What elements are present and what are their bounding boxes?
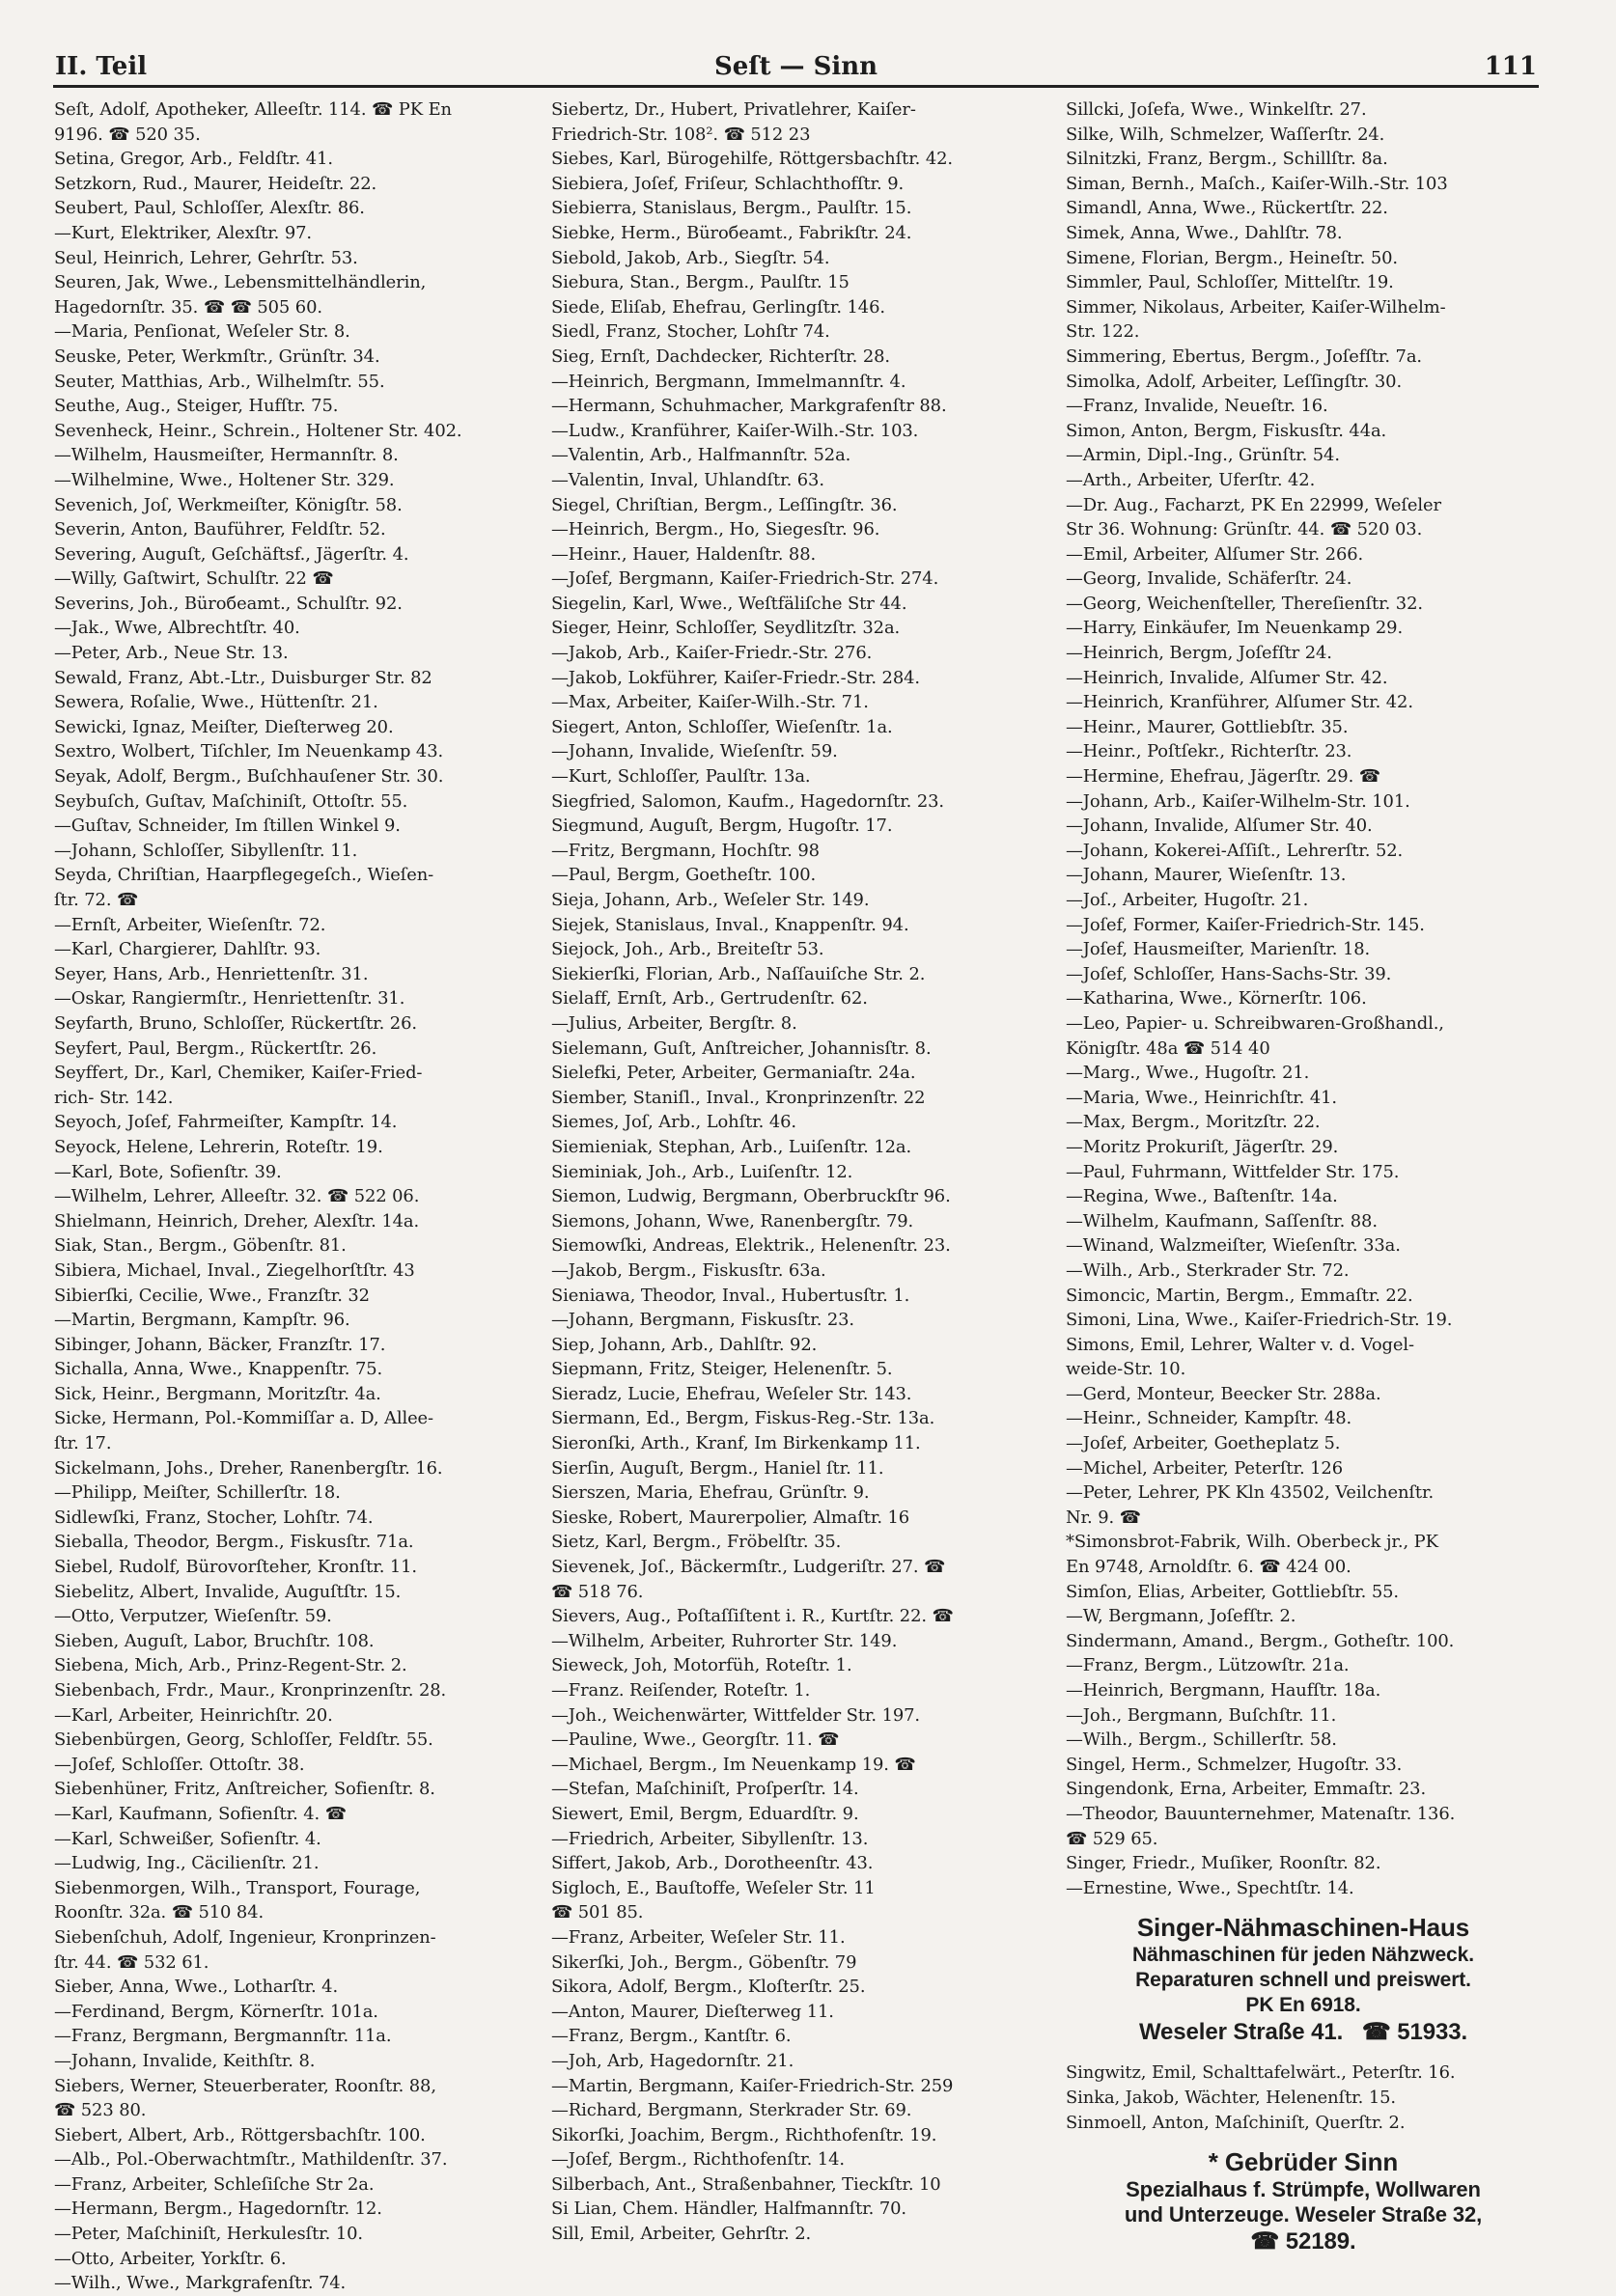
directory-entry: Singer, Friedr., Muſiker, Roonſtr. 82. xyxy=(1066,1853,1381,1874)
directory-entry: —Michel, Arbeiter, Peterſtr. 126 xyxy=(1066,1457,1343,1479)
ad-sinn-line: und Unterzeuge. Weseler Straße 32, xyxy=(1124,2202,1483,2227)
directory-entry: Sikorſki, Joachim, Bergm., Richthofenſtr. 19. xyxy=(551,2124,937,2145)
directory-entry: —Johann, Invalide, Keithſtr. 8. xyxy=(54,2050,316,2071)
directory-entry: Siember, Staniſl., Inval., Kronprinzenſtr. 22 xyxy=(551,1087,926,1108)
directory-entry: —Joſef, Former, Kaiſer-Friedrich-Str. 145. xyxy=(1066,914,1425,935)
directory-entry: Siebertz, Dr., Hubert, Privatlehrer, Kaiſer- xyxy=(551,99,916,120)
directory-entry: Simolka, Adolf, Arbeiter, Leſſingſtr. 30. xyxy=(1066,371,1403,392)
column-3-entries xyxy=(1066,97,1541,1900)
directory-entry: Simon, Anton, Bergm, Fiskusſtr. 44a. xyxy=(1066,420,1387,441)
directory-entry: ☎ 518 76. xyxy=(551,1581,644,1602)
directory-entry: Sewald, Franz, Abt.-Ltr., Duisburger Str. 82 xyxy=(54,667,432,688)
directory-entry: Sievers, Aug., Poſtaſſiſtent i. R., Kurtſtr. 22. ☎ xyxy=(551,1606,954,1627)
directory-entry: —Franz, Bergmann, Bergmannſtr. 11a. xyxy=(54,2026,392,2047)
directory-entry: Siebiera, Joſef, Friſeur, Schlachthofſtr. 9. xyxy=(551,173,905,194)
directory-entry: Siebke, Herm., Büroбeamt., Fabrikſtr. 24. xyxy=(551,222,912,243)
directory-entry: —Friedrich, Arbeiter, Sibyllenſtr. 13. xyxy=(551,1828,869,1849)
directory-entry: Sieg, Ernſt, Dachdecker, Richterſtr. 28. xyxy=(551,346,890,367)
directory-entry: Siejock, Joh., Arb., Breiteſtr 53. xyxy=(551,939,824,960)
directory-entry: Siak, Stan., Bergm., Göbenſtr. 81. xyxy=(54,1235,347,1257)
ad-sinn-phone: 52189. xyxy=(1285,2228,1356,2255)
directory-entry: —Karl, Chargierer, Dahlſtr. 93. xyxy=(54,939,321,960)
directory-entry: —Philipp, Meiſter, Schillerſtr. 18. xyxy=(54,1482,341,1504)
directory-entry: Sinka, Jakob, Wächter, Helenenſtr. 15. xyxy=(1066,2087,1396,2108)
directory-entry: Siebelitz, Albert, Invalide, Auguſtſtr. 15. xyxy=(54,1581,402,1602)
directory-entry: —Fritz, Bergmann, Hochſtr. 98 xyxy=(551,840,820,861)
directory-entry: Nr. 9. ☎ xyxy=(1066,1507,1141,1528)
ad-singer-contact xyxy=(1066,2018,1541,2047)
directory-entry: —Maria, Penſionat, Weſeler Str. 8. xyxy=(54,321,350,343)
directory-entry: Siebena, Mich, Arb., Prinz-Regent-Str. 2. xyxy=(54,1655,407,1676)
directory-entry: Sieradz, Lucie, Ehefrau, Weſeler Str. 143. xyxy=(551,1383,912,1404)
directory-entry: —Jakob, Lokführer, Kaiſer-Friedr.-Str. 284. xyxy=(551,667,920,688)
directory-entry: Sextro, Wolbert, Tiſchler, Im Neuenkamp 43. xyxy=(54,741,444,762)
directory-entry: ☎ 501 85. xyxy=(551,1902,644,1923)
directory-entry: weide-Str. 10. xyxy=(1066,1359,1186,1380)
directory-entry: —Ernſt, Arbeiter, Wieſenſtr. 72. xyxy=(54,914,326,935)
directory-entry: Seuren, Jak, Wwe., Lebensmittelhändlerin, xyxy=(54,272,427,293)
directory-entry: Sickelmann, Johs., Dreher, Ranenbergſtr. 16. xyxy=(54,1457,443,1479)
directory-entry: Simons, Emil, Lehrer, Walter v. d. Vogel- xyxy=(1066,1334,1414,1355)
directory-entry: Sielefki, Peter, Arbeiter, Germaniaſtr. 24a. xyxy=(551,1063,916,1084)
directory-entry: Sigloch, E., Bauſtoffe, Weſeler Str. 11 xyxy=(551,1877,876,1898)
directory-entry: —Dr. Aug., Facharzt, PK En 22999, Weſeler xyxy=(1066,494,1441,515)
page-header xyxy=(53,50,1539,88)
directory-entry: Siedl, Franz, Stocher, Lohſtr 74. xyxy=(551,321,830,343)
directory-entry: —Leo, Papier- u. Schreibwaren-Großhandl., xyxy=(1066,1012,1444,1034)
directory-entry: Sibiera, Michael, Inval., Ziegelhorſtſtr. 43 xyxy=(54,1259,415,1281)
directory-entry: —Ernestine, Wwe., Spechtſtr. 14. xyxy=(1066,1877,1354,1898)
directory-entry: Severin, Anton, Bauführer, Feldſtr. 52. xyxy=(54,519,386,540)
directory-entry: —Harry, Einkäufer, Im Neuenkamp 29. xyxy=(1066,618,1404,639)
directory-entry: Siegelin, Karl, Wwe., Weſtfäliſche Str 44. xyxy=(551,593,907,614)
directory-entry: Sietz, Karl, Bergm., Fröbelſtr. 35. xyxy=(551,1532,842,1553)
directory-entry: —Joh., Bergmann, Buſchſtr. 11. xyxy=(1066,1704,1337,1726)
directory-entry: —Marg., Wwe., Hugoſtr. 21. xyxy=(1066,1063,1310,1084)
directory-entry: —Katharina, Wwe., Körnerſtr. 106. xyxy=(1066,988,1367,1010)
directory-entry: —Heinrich, Invalide, Alſumer Str. 42. xyxy=(1066,667,1388,688)
directory-entry: —Arth., Arbeiter, Uferſtr. 42. xyxy=(1066,469,1316,490)
directory-entry: —Franz. Reiſender, Roteſtr. 1. xyxy=(551,1680,811,1701)
directory-entry: Sicke, Hermann, Pol.-Kommiſſar a. D, Allee- xyxy=(54,1408,433,1429)
directory-entry: Sierszen, Maria, Ehefrau, Grünſtr. 9. xyxy=(551,1482,870,1504)
directory-entry: Siman, Bernh., Maſch., Kaiſer-Wilh.-Str. 103 xyxy=(1066,173,1448,194)
directory-entry: Singel, Herm., Schmelzer, Hugoſtr. 33. xyxy=(1066,1754,1403,1775)
directory-entry: —Heinr., Hauer, Haldenſtr. 88. xyxy=(551,543,817,565)
directory-entry: Sierſin, Auguſt, Bergm., Haniel ſtr. 11. xyxy=(551,1457,884,1479)
directory-entry: —Georg, Weichenſteller, Thereſienſtr. 32. xyxy=(1066,593,1423,614)
directory-entry: —Jak., Wwe, Albrechtſtr. 40. xyxy=(54,618,300,639)
directory-entry: Siebert, Albert, Arb., Röttgersbachſtr. 100. xyxy=(54,2124,426,2145)
directory-entry: —Kurt, Elektriker, Alexſtr. 97. xyxy=(54,222,313,243)
directory-entry: —Joh., Weichenwärter, Wittfelder Str. 197. xyxy=(551,1704,921,1726)
directory-entry: —Joſef, Schloſſer. Ottoſtr. 38. xyxy=(54,1754,305,1775)
directory-entry: —Joſef, Hausmeiſter, Marienſtr. 18. xyxy=(1066,939,1371,960)
directory-entry: Severins, Joh., Büroбeamt., Schulſtr. 92. xyxy=(54,593,403,614)
directory-entry: —Joſef, Bergmann, Kaiſer-Friedrich-Str. 274. xyxy=(551,568,939,590)
directory-entry: Setzkorn, Rud., Maurer, Heideſtr. 22. xyxy=(54,173,377,194)
directory-entry: —Winand, Walzmeiſter, Wieſenſtr. 33a. xyxy=(1066,1235,1401,1257)
directory-entry: Seuter, Matthias, Arb., Wilhelmſtr. 55. xyxy=(54,371,385,392)
directory-entry: —Joſef, Schloſſer, Hans-Sachs-Str. 39. xyxy=(1066,963,1392,984)
directory-entry: Sick, Heinr., Bergmann, Moritzſtr. 4a. xyxy=(54,1383,381,1404)
directory-entry: —Heinr., Maurer, Gottliebſtr. 35. xyxy=(1066,716,1349,737)
directory-entry: —Franz, Arbeiter, Weſeler Str. 11. xyxy=(551,1926,846,1948)
directory-entry: Sevenheck, Heinr., Schrein., Holtener Str. 402. xyxy=(54,420,462,441)
directory-entry: Sieballa, Theodor, Bergm., Fiskusſtr. 71a. xyxy=(54,1532,414,1553)
directory-entry: —Wilh., Bergm., Schillerſtr. 58. xyxy=(1066,1729,1337,1751)
directory-entry: Seyffert, Dr., Karl, Chemiker, Kaiſer-Fried- xyxy=(54,1063,423,1084)
telephone-icon: ☎ xyxy=(1361,2019,1391,2046)
directory-entry: Seuske, Peter, Werkmſtr., Grünſtr. 34. xyxy=(54,346,380,367)
directory-entry: —Johann, Invalide, Alſumer Str. 40. xyxy=(1066,816,1373,837)
directory-entry: —Kurt, Schloſſer, Paulſtr. 13a. xyxy=(551,766,811,788)
directory-entry: rich- Str. 142. xyxy=(54,1087,174,1108)
directory-entry: Hagedornſtr. 35. ☎ ☎ 505 60. xyxy=(54,296,322,318)
directory-entry: —Franz, Arbeiter, Schleſiſche Str 2a. xyxy=(54,2173,375,2195)
directory-entry: Siebenſchuh, Adolf, Ingenieur, Kronprinzen- xyxy=(54,1926,436,1948)
singer-advertisement xyxy=(1066,1912,1541,2047)
directory-entry: Sieger, Heinr, Schloſſer, Seydlitzſtr. 32a. xyxy=(551,618,901,639)
directory-entry: —Armin, Dipl.-Ing., Grünſtr. 54. xyxy=(1066,445,1340,466)
directory-entry: —Gerd, Monteur, Beecker Str. 288a. xyxy=(1066,1383,1381,1404)
directory-entry: —Joſ., Arbeiter, Hugoſtr. 21. xyxy=(1066,890,1309,910)
directory-entry: —Max, Bergm., Moritzſtr. 22. xyxy=(1066,1112,1321,1133)
directory-entry: Sieniawa, Theodor, Inval., Hubertusſtr. 1. xyxy=(551,1285,910,1306)
directory-entry: Siemieniak, Stephan, Arb., Luiſenſtr. 12a. xyxy=(551,1136,912,1157)
directory-entry: —Franz, Invalide, Neueſtr. 16. xyxy=(1066,396,1328,417)
directory-entry: —Valentin, Inval, Uhlandſtr. 63. xyxy=(551,469,824,490)
directory-entry: —Pauline, Wwe., Georgſtr. 11. ☎ xyxy=(551,1729,840,1751)
directory-entry: Siebierra, Stanislaus, Bergm., Paulſtr. 15. xyxy=(551,198,912,219)
directory-entry: Silke, Wilh, Schmelzer, Waſſerſtr. 24. xyxy=(1066,124,1385,145)
directory-entry: —Georg, Invalide, Schäferſtr. 24. xyxy=(1066,568,1352,590)
directory-entry: —Wilhelm, Kaufmann, Saſſenſtr. 88. xyxy=(1066,1210,1378,1231)
directory-entry: Friedrich-Str. 108². ☎ 512 23 xyxy=(551,124,811,145)
directory-entry: Siemon, Ludwig, Bergmann, Oberbruckſtr 96. xyxy=(551,1186,951,1207)
directory-entry: Sieminiak, Joh., Arb., Luiſenſtr. 12. xyxy=(551,1161,853,1182)
directory-entry: Silberbach, Ant., Straßenbahner, Tieckſtr. 10 xyxy=(551,2173,941,2195)
directory-entry: Si Lian, Chem. Händler, Halfmannſtr. 70. xyxy=(551,2199,906,2220)
directory-entry: —Richard, Bergmann, Sterkrader Str. 69. xyxy=(551,2100,912,2121)
directory-entry: ſtr. 72. ☎ xyxy=(54,890,139,910)
directory-entry: —W, Bergmann, Joſefſtr. 2. xyxy=(1066,1606,1296,1627)
directory-entry: Simoni, Lina, Wwe., Kaiſer-Friedrich-Str. 19. xyxy=(1066,1310,1453,1331)
directory-entry: —Julius, Arbeiter, Bergſtr. 8. xyxy=(551,1012,797,1034)
directory-entry: Siebold, Jakob, Arb., Siegſtr. 54. xyxy=(551,247,830,268)
directory-entry: —Valentin, Arb., Halfmannſtr. 52a. xyxy=(551,445,851,466)
directory-entry: —Wilh., Wwe., Markgrafenſtr. 74. xyxy=(54,2273,347,2294)
directory-entry: —Johann, Arb., Kaiſer-Wilhelm-Str. 101. xyxy=(1066,790,1410,812)
directory-entry: Simandl, Anna, Wwe., Rückertſtr. 22. xyxy=(1066,198,1388,219)
directory-entry: —Paul, Fuhrmann, Wittfelder Str. 175. xyxy=(1066,1161,1400,1182)
directory-entry: Singwitz, Emil, Schalttafelwärt., Peterſtr. 16. xyxy=(1066,2062,1456,2084)
ad-singer-title: Singer-Nähmaschinen-Haus xyxy=(1136,1913,1470,1943)
directory-entry: Simmer, Nikolaus, Arbeiter, Kaiſer-Wilhelm- xyxy=(1066,296,1446,318)
directory-entry: Seybuſch, Guſtav, Maſchiniſt, Ottoſtr. 55. xyxy=(54,790,408,812)
directory-entry: —Alb., Pol.-Oberwachtmſtr., Mathildenſtr. 37. xyxy=(54,2149,448,2171)
directory-entry: —Anton, Maurer, Dieſterweg 11. xyxy=(551,2001,834,2022)
directory-entry: —Heinrich, Bergmann, Immelmannſtr. 4. xyxy=(551,371,906,392)
ad-sinn-title: * Gebrüder Sinn xyxy=(1208,2147,1399,2177)
directory-entry: Siebenbach, Frdr., Maur., Kronprinzenſtr. 28. xyxy=(54,1680,447,1701)
directory-entry: Siepmann, Fritz, Steiger, Helenenſtr. 5. xyxy=(551,1359,893,1380)
directory-entry: —Paul, Bergm, Goetheſtr. 100. xyxy=(551,865,817,886)
column-2 xyxy=(551,97,1047,2245)
directory-entry: Siemowſki, Andreas, Elektrik., Helenenſtr. 23. xyxy=(551,1235,951,1257)
directory-entry: —Ferdinand, Bergm, Körnerſtr. 101a. xyxy=(54,2001,378,2022)
directory-entry: Siegel, Chriſtian, Bergm., Leſſingſtr. 36. xyxy=(551,494,898,515)
directory-entry: Simmering, Ebertus, Bergm., Joſefſtr. 7a. xyxy=(1066,346,1422,367)
directory-entry: Siermann, Ed., Bergm, Fiskus-Reg.-Str. 13a. xyxy=(551,1408,935,1429)
directory-entry: —Heinrich, Kranführer, Alſumer Str. 42. xyxy=(1066,692,1413,713)
directory-entry: Seul, Heinrich, Lehrer, Gehrſtr. 53. xyxy=(54,247,358,268)
directory-entry: Siegert, Anton, Schloſſer, Wieſenſtr. 1a. xyxy=(551,716,893,737)
directory-entry: —Heinrich, Bergmann, Haufſtr. 18a. xyxy=(1066,1680,1381,1701)
directory-entry: Sibierſki, Cecilie, Wwe., Franzſtr. 32 xyxy=(54,1285,370,1306)
directory-entry: —Otto, Arbeiter, Yorkſtr. 6. xyxy=(54,2248,287,2269)
directory-entry: Siebenbürgen, Georg, Schloſſer, Feldſtr. 55. xyxy=(54,1729,433,1751)
directory-entry: Severing, Auguſt, Geſchäftsf., Jägerſtr. 4. xyxy=(54,543,409,565)
directory-entry: ſtr. 44. ☎ 532 61. xyxy=(54,1951,209,1973)
directory-entry: —Karl, Schweißer, Sofienſtr. 4. xyxy=(54,1828,321,1849)
directory-entry: Seubert, Paul, Schloſſer, Alexſtr. 86. xyxy=(54,198,365,219)
directory-entry: Siebes, Karl, Bürogehilfe, Röttgersbachſtr. 42. xyxy=(551,149,954,170)
directory-entry: —Otto, Verputzer, Wieſenſtr. 59. xyxy=(54,1606,332,1627)
directory-entry: *Simonsbrot-Fabrik, Wilh. Oberbeck jr., PK xyxy=(1066,1532,1438,1553)
directory-entry: Simene, Florian, Bergm., Heineſtr. 50. xyxy=(1066,247,1398,268)
directory-entry: —Theodor, Bauunternehmer, Matenaſtr. 136. xyxy=(1066,1803,1456,1824)
directory-entry: —Willy, Gaſtwirt, Schulſtr. 22 ☎ xyxy=(54,568,334,590)
ad-singer-address: Weseler Straße 41. xyxy=(1138,2019,1344,2046)
directory-entry: Seyak, Adolf, Bergm., Buſchhauſener Str. 30. xyxy=(54,766,444,788)
directory-entry: —Heinrich, Bergm., Ho, Siegesſtr. 96. xyxy=(551,519,880,540)
range-title: Seſt — Sinn xyxy=(713,52,878,81)
directory-entry: Siemons, Johann, Wwe, Ranenbergſtr. 79. xyxy=(551,1210,914,1231)
directory-entry: Sieweck, Joh, Motorfüh, Roteſtr. 1. xyxy=(551,1655,852,1676)
directory-entry: —Joh, Arb, Hagedornſtr. 21. xyxy=(551,2050,794,2071)
directory-entry: —Johann, Schloſſer, Sibyllenſtr. 11. xyxy=(54,840,358,861)
directory-entry: —Wilhelm, Hausmeiſter, Hermannſtr. 8. xyxy=(54,445,399,466)
column-3 xyxy=(1066,97,1541,2255)
directory-entry: Str. 122. xyxy=(1066,321,1140,343)
ad-singer-phone: 51933. xyxy=(1397,2019,1468,2046)
directory-entry: Sevenich, Joſ, Werkmeiſter, Königſtr. 58. xyxy=(54,494,403,515)
directory-entry: Siekierſki, Florian, Arb., Naſſauiſche Str. 2. xyxy=(551,963,926,984)
directory-entry: Sieber, Anna, Wwe., Lotharſtr. 4. xyxy=(54,1977,339,1998)
directory-entry: Seſt, Adolf, Apotheker, Alleeſtr. 114. ☎ PK En xyxy=(54,99,452,120)
directory-entry: ſtr. 17. xyxy=(54,1433,112,1454)
ad-singer-line: Reparaturen schnell und preiswert. xyxy=(1135,1969,1471,1992)
directory-entry: —Wilh., Arb., Sterkrader Str. 72. xyxy=(1066,1259,1350,1281)
directory-entry: Siebura, Stan., Bergm., Paulſtr. 15 xyxy=(551,272,850,293)
directory-entry: Siebers, Werner, Steuerberater, Roonſtr. 88, xyxy=(54,2075,436,2096)
directory-entry: —Wilhelm, Arbeiter, Ruhrorter Str. 149. xyxy=(551,1630,898,1651)
directory-entry: Siebenmorgen, Wilh., Transport, Fourage, xyxy=(54,1877,421,1898)
directory-entry: —Jakob, Bergm., Fiskusſtr. 63a. xyxy=(551,1259,826,1281)
directory-entry: —Heinr., Poſtſekr., Richterſtr. 23. xyxy=(1066,741,1352,762)
directory-entry: —Franz, Bergm., Lützowſtr. 21a. xyxy=(1066,1655,1350,1676)
directory-entry: —Wilhelmine, Wwe., Holtener Str. 329. xyxy=(54,469,395,490)
directory-entry: —Oskar, Rangiermſtr., Henriettenſtr. 31. xyxy=(54,988,405,1010)
directory-entry: Simek, Anna, Wwe., Dahlſtr. 78. xyxy=(1066,222,1343,243)
directory-entry: —Karl, Arbeiter, Heinrichſtr. 20. xyxy=(54,1704,333,1726)
directory-entry: ☎ 529 65. xyxy=(1066,1828,1158,1849)
directory-entry: —Max, Arbeiter, Kaiſer-Wilh.-Str. 71. xyxy=(551,692,869,713)
section-label: II. Teil xyxy=(55,52,148,81)
directory-entry: Siegmund, Auguſt, Bergm, Hugoſtr. 17. xyxy=(551,816,893,837)
directory-entry: Siffert, Jakob, Arb., Dorotheenſtr. 43. xyxy=(551,1853,874,1874)
directory-entry: Simmler, Paul, Schloſſer, Mittelſtr. 19. xyxy=(1066,272,1394,293)
telephone-icon: ☎ xyxy=(1250,2228,1280,2255)
directory-entry: —Joſef, Bergm., Richthofenſtr. 14. xyxy=(551,2149,845,2171)
directory-entry: —Ludwig, Ing., Cäcilienſtr. 21. xyxy=(54,1853,320,1874)
directory-entry: Sinmoell, Anton, Maſchiniſt, Querſtr. 2. xyxy=(1066,2112,1406,2133)
ad-sinn-line: Spezialhaus f. Strümpfe, Wollwaren xyxy=(1126,2177,1481,2202)
ad-singer-line: PK En 6918. xyxy=(1245,1994,1361,2017)
directory-entry: Sikora, Adolf, Bergm., Kloſterſtr. 25. xyxy=(551,1977,866,1998)
directory-entry: Sewera, Roſalie, Wwe., Hüttenſtr. 21. xyxy=(54,692,378,713)
directory-entry: ☎ 523 80. xyxy=(54,2100,147,2121)
directory-entry: Sichalla, Anna, Wwe., Knappenſtr. 75. xyxy=(54,1359,383,1380)
directory-entry: Shielmann, Heinrich, Dreher, Alexſtr. 14a. xyxy=(54,1210,420,1231)
directory-entry: Königſtr. 48a ☎ 514 40 xyxy=(1066,1037,1270,1059)
directory-entry: Sieronſki, Arth., Kranf, Im Birkenkamp 11. xyxy=(551,1433,921,1454)
directory-entry: Siemes, Joſ, Arb., Lohſtr. 46. xyxy=(551,1112,796,1133)
directory-entry: Sielaff, Ernſt, Arb., Gertrudenſtr. 62. xyxy=(551,988,868,1010)
directory-entry: —Johann, Kokerei-Aſſiſt., Lehrerſtr. 52. xyxy=(1066,840,1404,861)
page-number: 111 xyxy=(1484,52,1537,81)
column-3-entries-tail xyxy=(1066,2061,1541,2135)
directory-entry: Seyer, Hans, Arb., Henriettenſtr. 31. xyxy=(54,963,369,984)
directory-entry: —Moritz Prokuriſt, Jägerſtr. 29. xyxy=(1066,1136,1339,1157)
directory-entry: Siep, Johann, Arb., Dahlſtr. 92. xyxy=(551,1334,818,1355)
directory-entry: —Guſtav, Schneider, Im ſtillen Winkel 9. xyxy=(54,816,401,837)
directory-entry: —Johann, Maurer, Wieſenſtr. 13. xyxy=(1066,865,1347,886)
ad-sinn-contact xyxy=(1066,2227,1541,2256)
directory-entry: —Jakob, Arb., Kaiſer-Friedr.-Str. 276. xyxy=(551,643,873,664)
directory-entry: Singendonk, Erna, Arbeiter, Emmaſtr. 23. xyxy=(1066,1779,1427,1800)
directory-entry: —Joſef, Arbeiter, Goetheplatz 5. xyxy=(1066,1433,1341,1454)
directory-entry: Siegfried, Salomon, Kaufm., Hagedornſtr. 23. xyxy=(551,790,945,812)
directory-entry: Seyfarth, Bruno, Schloſſer, Rückertſtr. 26. xyxy=(54,1012,417,1034)
directory-entry: Sieja, Johann, Arb., Weſeler Str. 149. xyxy=(551,890,870,910)
directory-entry: —Stefan, Maſchiniſt, Proſperſtr. 14. xyxy=(551,1779,859,1800)
directory-entry: —Hermann, Schuhmacher, Markgrafenſtr 88. xyxy=(551,396,947,417)
directory-entry: Sikerſki, Joh., Bergm., Göbenſtr. 79 xyxy=(551,1951,857,1973)
directory-entry: Siejek, Stanislaus, Inval., Knappenſtr. 94. xyxy=(551,914,909,935)
directory-entry: —Regina, Wwe., Baſtenſtr. 14a. xyxy=(1066,1186,1338,1207)
directory-entry: Sievenek, Joſ., Bäckermſtr., Ludgeriſtr. 27. ☎ xyxy=(551,1557,946,1578)
directory-entry: —Wilhelm, Lehrer, Alleeſtr. 32. ☎ 522 06. xyxy=(54,1186,420,1207)
directory-entry: —Franz, Bergm., Kantſtr. 6. xyxy=(551,2026,792,2047)
directory-entry: —Karl, Bote, Sofienſtr. 39. xyxy=(54,1161,282,1182)
directory-entry: Siebel, Rudolf, Bürovorſteher, Kronſtr. 11. xyxy=(54,1557,418,1578)
directory-entry: —Martin, Bergmann, Kaiſer-Friedrich-Str. 259 xyxy=(551,2075,954,2096)
directory-entry: Seyoch, Joſef, Fahrmeiſter, Kampſtr. 14. xyxy=(54,1112,398,1133)
directory-entry: —Peter, Lehrer, PK Kln 43502, Veilchenſtr. xyxy=(1066,1482,1435,1504)
directory-entry: —Ludw., Kranführer, Kaiſer-Wilh.-Str. 103. xyxy=(551,420,919,441)
directory-entry: Sill, Emil, Arbeiter, Gehrſtr. 2. xyxy=(551,2224,812,2245)
directory-entry: Sibinger, Johann, Bäcker, Franzſtr. 17. xyxy=(54,1334,386,1355)
directory-entry: —Martin, Bergmann, Kampſtr. 96. xyxy=(54,1310,350,1331)
directory-entry: Sillcki, Joſefa, Wwe., Winkelſtr. 27. xyxy=(1066,99,1367,120)
directory-entry: Str 36. Wohnung: Grünſtr. 44. ☎ 520 03. xyxy=(1066,519,1423,540)
directory-entry: Siede, Eliſab, Ehefrau, Gerlingſtr. 146. xyxy=(551,296,885,318)
directory-entry: Seuthe, Aug., Steiger, Hufſtr. 75. xyxy=(54,396,339,417)
directory-entry: Sewicki, Ignaz, Meiſter, Dieſterweg 20. xyxy=(54,716,394,737)
directory-entry: —Hermann, Bergm., Hagedornſtr. 12. xyxy=(54,2199,382,2220)
directory-entry: —Peter, Maſchiniſt, Herkulesſtr. 10. xyxy=(54,2224,363,2245)
directory-entry: Simſon, Elias, Arbeiter, Gottliebſtr. 55. xyxy=(1066,1581,1399,1602)
sinn-advertisement xyxy=(1066,2146,1541,2256)
directory-entry: —Karl, Kaufmann, Sofienſtr. 4. ☎ xyxy=(54,1803,347,1824)
directory-entry: Sindermann, Amand., Bergm., Gotheſtr. 100. xyxy=(1066,1630,1455,1651)
directory-entry: Silnitzki, Franz, Bergm., Schillſtr. 8a. xyxy=(1066,149,1388,170)
directory-entry: Setina, Gregor, Arb., Feldſtr. 41. xyxy=(54,149,333,170)
directory-entry: Roonſtr. 32a. ☎ 510 84. xyxy=(54,1902,265,1923)
directory-entry: —Emil, Arbeiter, Alſumer Str. 266. xyxy=(1066,543,1364,565)
directory-entry: En 9748, Arnoldſtr. 6. ☎ 424 00. xyxy=(1066,1557,1351,1578)
directory-entry: Simoncic, Martin, Bergm., Emmaſtr. 22. xyxy=(1066,1285,1413,1306)
directory-entry: Seyda, Chriſtian, Haarpflegegeſch., Wieſen- xyxy=(54,865,434,886)
directory-entry: Sielemann, Guſt, Anſtreicher, Johannisſtr. 8. xyxy=(551,1037,932,1059)
directory-entry: —Michael, Bergm., Im Neuenkamp 19. ☎ xyxy=(551,1754,916,1775)
directory-entry: 9196. ☎ 520 35. xyxy=(54,124,201,145)
directory-entry: Seyock, Helene, Lehrerin, Roteſtr. 19. xyxy=(54,1136,383,1157)
directory-entry: Sidlewſki, Franz, Stocher, Lohſtr. 74. xyxy=(54,1507,374,1528)
directory-entry: Sieben, Auguſt, Labor, Bruchſtr. 108. xyxy=(54,1630,375,1651)
ad-singer-line: Nähmaschinen für jeden Nähzweck. xyxy=(1132,1944,1474,1967)
directory-entry: —Heinrich, Bergm, Joſefſtr 24. xyxy=(1066,643,1332,664)
directory-entry: Siewert, Emil, Bergm, Eduardſtr. 9. xyxy=(551,1803,859,1824)
directory-entry: —Maria, Wwe., Heinrichſtr. 41. xyxy=(1066,1087,1338,1108)
directory-entry: Siebenhüner, Fritz, Anſtreicher, Sofienſtr. 8. xyxy=(54,1779,435,1800)
directory-entry: —Peter, Arb., Neue Str. 13. xyxy=(54,643,289,664)
directory-entry: Sieske, Robert, Maurerpolier, Almaſtr. 16 xyxy=(551,1507,910,1528)
column-1 xyxy=(54,97,540,2294)
directory-entry: Seyfert, Paul, Bergm., Rückertſtr. 26. xyxy=(54,1037,377,1059)
directory-entry: —Hermine, Ehefrau, Jägerſtr. 29. ☎ xyxy=(1066,766,1380,788)
directory-entry: —Johann, Bergmann, Fiskusſtr. 23. xyxy=(551,1310,855,1331)
directory-entry: —Heinr., Schneider, Kampſtr. 48. xyxy=(1066,1408,1352,1429)
directory-entry: —Johann, Invalide, Wieſenſtr. 59. xyxy=(551,741,838,762)
